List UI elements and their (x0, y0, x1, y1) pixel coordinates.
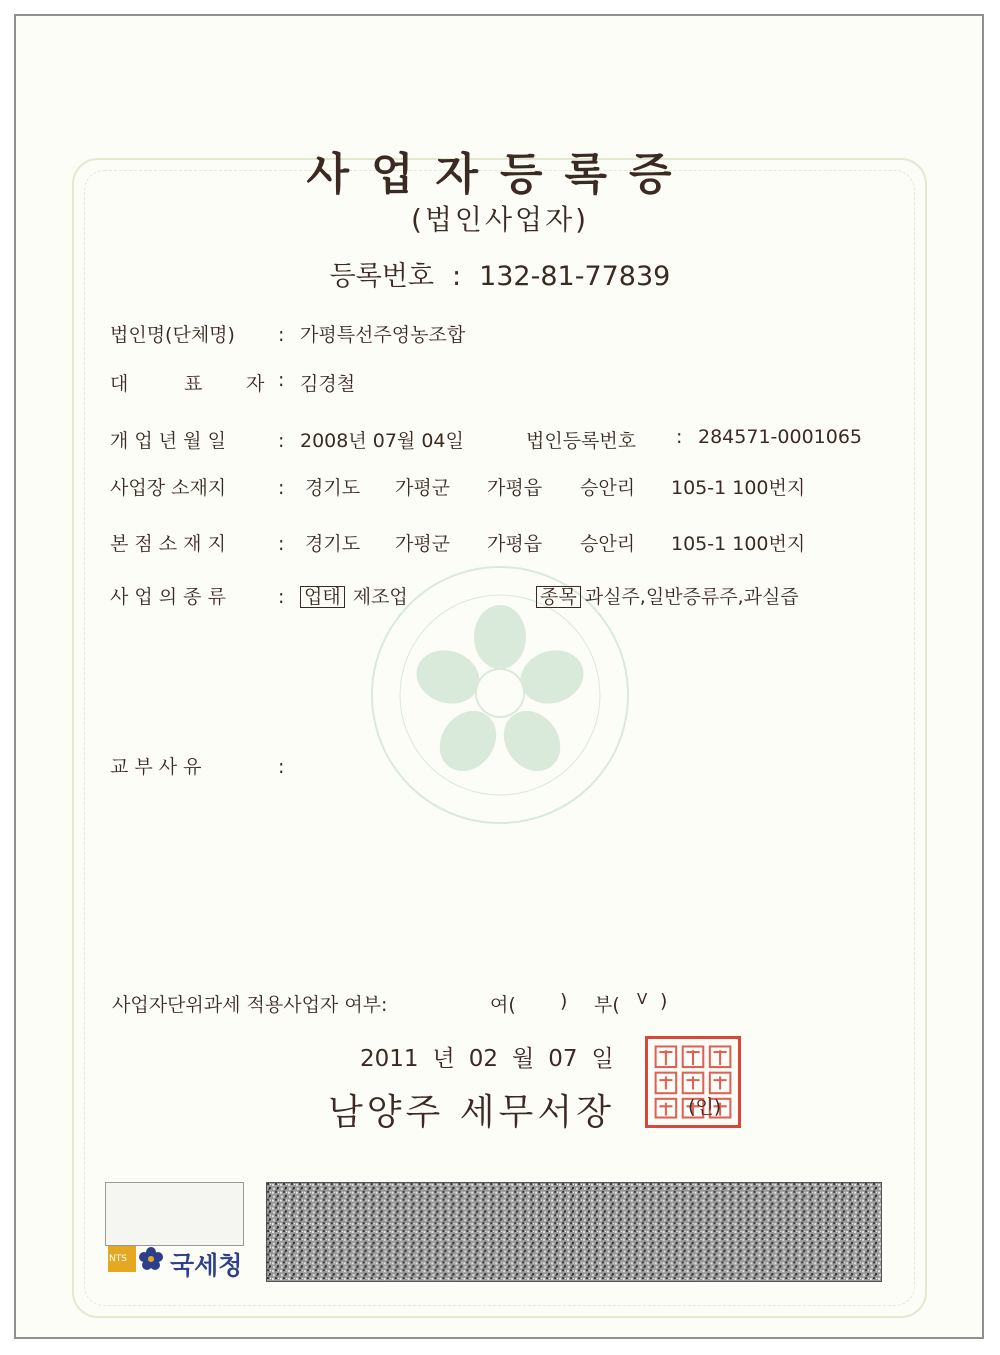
business-address-label: 사업장 소재지 (110, 477, 227, 499)
address-part: 승안리 (580, 533, 636, 555)
category-box: 업태 (300, 586, 345, 608)
colon: : (278, 430, 285, 452)
colon: : (278, 533, 285, 555)
representative-label-1: 대 (110, 373, 129, 395)
address-part: 가평군 (395, 533, 451, 555)
unit-tax-yes: 여( (490, 994, 516, 1016)
issuing-office: 남양주 세무서장 (328, 1092, 615, 1133)
colon: : (278, 586, 285, 608)
business-address-row (110, 473, 806, 500)
day-unit: 일 (591, 1046, 614, 1072)
business-type-label: 사 업 의 종 류 (110, 586, 226, 608)
registration-separator: : (451, 261, 462, 292)
unit-tax-yes-close: ) (560, 990, 568, 1012)
registration-number-label: 등록번호 (329, 261, 434, 292)
colon: : (676, 426, 683, 448)
hologram-box (105, 1182, 244, 1246)
security-barcode (266, 1182, 882, 1282)
corp-name-row (110, 320, 465, 347)
colon: : (278, 369, 285, 391)
issue-month: 02 (468, 1046, 499, 1072)
representative-row (110, 369, 356, 396)
unit-tax-no-mark: V (637, 990, 648, 1008)
head-office-label: 본 점 소 재 지 (110, 533, 226, 555)
representative-value: 김경철 (300, 373, 356, 395)
issue-reason-label: 교 부 사 유 (110, 756, 202, 778)
issue-day: 07 (548, 1046, 578, 1072)
representative-label-3: 자 (246, 373, 265, 395)
registration-number: 132-81-77839 (479, 261, 671, 292)
corp-reg-value: 284571-0001065 (698, 426, 863, 448)
address-part: 105-1 100번지 (671, 477, 806, 499)
document-title: 사업자등록증 (306, 149, 694, 200)
business-type-row (110, 582, 799, 609)
agency-name: 국세청 (170, 1251, 243, 1280)
unit-tax-no-close: ) (660, 990, 668, 1012)
address-part: 105-1 100번지 (671, 533, 806, 555)
head-office-row (110, 529, 806, 556)
address-part: 경기도 (305, 477, 361, 499)
category-value: 제조업 (352, 586, 408, 608)
address-part: 경기도 (305, 533, 361, 555)
open-date-value: 2008년 07월 04일 (300, 430, 464, 452)
open-date-label: 개 업 년 월 일 (110, 430, 226, 452)
item-value: 과실주,일반증류주,과실즙 (584, 586, 799, 608)
corp-name-label: 법인명(단체명) (110, 324, 235, 346)
representative-label-2: 표 (184, 373, 203, 395)
unit-tax-row (112, 990, 668, 1017)
colon: : (278, 324, 285, 346)
open-date-row (110, 426, 863, 453)
colon: : (278, 756, 285, 778)
unit-tax-no: 부( (594, 994, 620, 1016)
corp-name-value: 가평특선주영농조합 (300, 324, 466, 346)
address-part: 가평읍 (487, 533, 543, 555)
issue-year: 2011 (360, 1046, 419, 1072)
registration-number-line (0, 254, 1000, 293)
month-unit: 월 (512, 1046, 535, 1072)
address-part: 가평군 (395, 477, 451, 499)
seal-mark: (인) (688, 1096, 722, 1118)
unit-tax-label: 사업자단위과세 적용사업자 여부: (112, 994, 388, 1016)
issue-reason-row (110, 752, 300, 779)
item-box: 종목 (536, 586, 581, 608)
issue-date (360, 1040, 628, 1073)
document-subtitle: (법인사업자) (410, 203, 590, 236)
corp-reg-label: 법인등록번호 (526, 430, 637, 452)
colon: : (278, 477, 285, 499)
nts-logo-text: NTS (109, 1254, 127, 1264)
address-part: 가평읍 (487, 477, 543, 499)
flower-emblem-icon (138, 1246, 164, 1272)
year-unit: 년 (432, 1046, 455, 1072)
address-part: 승안리 (580, 477, 636, 499)
